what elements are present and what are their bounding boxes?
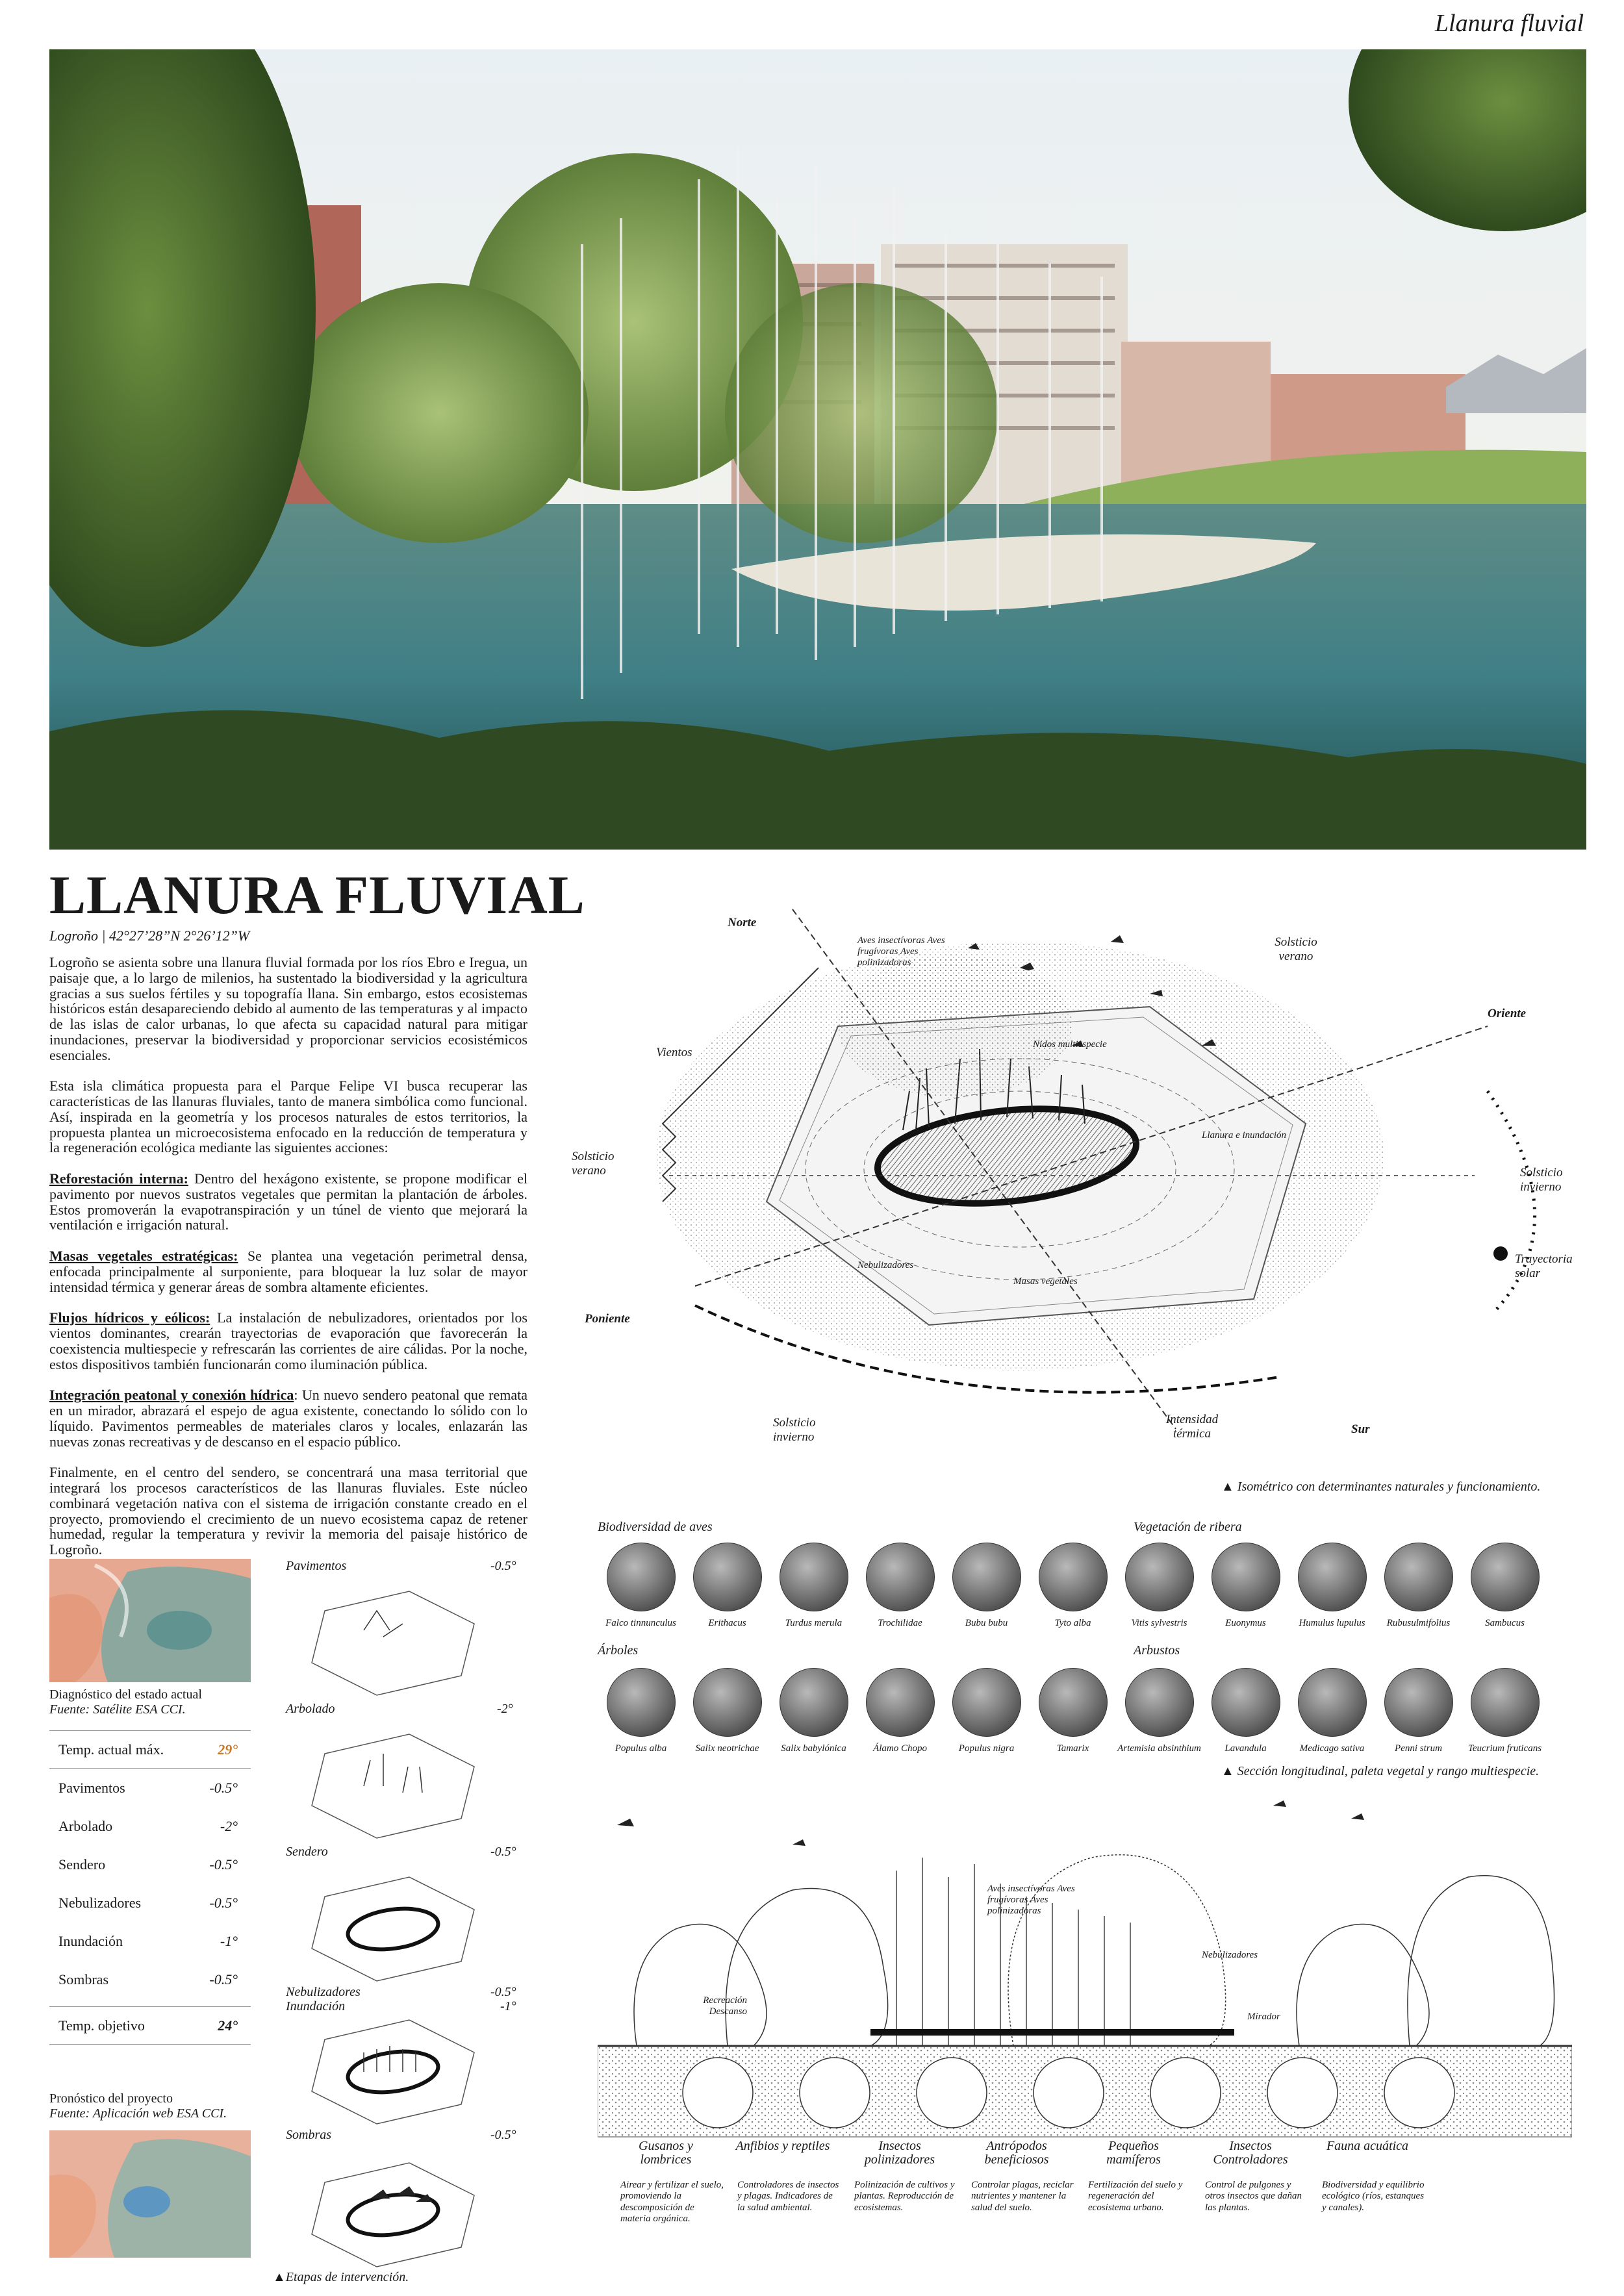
intro-body [49,955,527,1573]
intro-paragraph-6 [49,1387,527,1449]
temp-row-label: Inundación [58,1932,123,1949]
forecast-caption-line1: Pronóstico del proyecto [49,2091,173,2106]
stage-2-label: Arbolado [286,1702,335,1716]
species-label: Salix neotrichae [695,1743,759,1754]
temp-target-label: Temp. objetivo [58,2017,145,2034]
hero-render-image [49,49,1586,850]
species-photo [952,1668,1021,1737]
species-label: Álamo Chopo [873,1743,927,1754]
action-heading-integration: Integración peatonal y conexión hídrica [49,1387,294,1404]
fauna-description: Biodiversidad y equilibrio ecológico (ríos, estanques y canales). [1322,2180,1425,2213]
species-photo [1384,1668,1453,1737]
species-label: Lavandula [1224,1743,1267,1754]
species-item [1462,1668,1548,1754]
species-item [684,1668,770,1754]
stage-1-value: -0.5° [490,1559,516,1573]
stage-1-label: Pavimentos [286,1559,347,1573]
label-solsticio-verano-left: Solsticio verano [572,1150,615,1178]
species-label: Tyto alba [1054,1618,1091,1628]
species-row-2 [598,1668,1548,1754]
intro-paragraph-5 [49,1310,527,1372]
label-nebulizadores: Nebulizadores [857,1260,914,1270]
fauna-title: Pequeños mamíferos [1106,2139,1161,2167]
forecast-caption [49,2091,227,2121]
species-label: Turdus merula [785,1618,843,1628]
label-norte: Norte [728,916,757,929]
location-coordinates: Logroño | 42°27’28”N 2°26’12”W [49,927,250,944]
species-item [684,1543,770,1629]
species-label: Populus nigra [958,1743,1015,1754]
species-label: Bubu bubu [965,1618,1008,1628]
action-text-integration: : Un nuevo sendero peatonal que remata en un mirador, abrazará el espejo de agua existente, conectando lo sólido con lo líquido. Pavimentos permeables de materiales claros y locales, enlazarán las nuevas zonas recreativas y de descanso en el espacio público. [49,1387,527,1450]
temp-target-value: 24° [218,2017,238,2034]
species-photo [866,1668,935,1737]
species-item [598,1543,684,1629]
stage-2-value: -2° [497,1702,513,1716]
stage-3-label: Sendero [286,1845,328,1859]
forecast-map [49,2130,251,2258]
species-photo [1212,1543,1280,1611]
intro-paragraph-7: Finalmente, en el centro del sendero, se concentrará una masa territorial que integrará los procesos característicos de las llanuras fluviales. Este núcleo combinará vegetación nativa con el sistema de irrigación constante creado en el proyecto, promoviendo el crecimiento de un nuevo ecosistema capaz de retener humedad, regular la temperatura y revivir la memoria del paisaje histórico de Logroño. [49,1464,527,1558]
temp-row [49,1960,251,1999]
label-aves: Aves insectívoras Aves frugívoras Aves polinizadoras [857,935,945,968]
fauna-description: Controladores de insectos y plagas. Indicadores de la salud ambiental. [737,2180,839,2213]
temperature-table [49,1730,251,2045]
section-label-aves: Aves insectívoras Aves frugívoras Aves polinizadoras [987,1884,1075,1916]
label-llanura: Llanura e inundación [1202,1130,1286,1141]
temp-actual-label: Temp. actual máx. [58,1741,164,1758]
temp-row-value: -0.5° [209,1894,238,1911]
species-photo [1384,1543,1453,1611]
species-item [1289,1668,1375,1754]
species-item [1202,1543,1289,1629]
species-label: Populus alba [615,1743,667,1754]
temp-row-value: -0.5° [209,1971,238,1987]
riparian-heading: Vegetación de ribera [1134,1520,1242,1534]
species-item [770,1668,857,1754]
trees-heading: Árboles [598,1643,639,1658]
species-item [943,1668,1030,1754]
intro-paragraph-3 [49,1171,527,1233]
corner-title: Llanura fluvial [1434,10,1584,37]
fauna-title: Anfibios y reptiles [735,2139,830,2153]
fauna-description: Fertilización del suelo y regeneración del ecosistema urbano. [1088,2180,1183,2213]
fauna-description: Control de pulgones y otros insectos que dañan las plantas. [1205,2180,1302,2213]
intervention-stages [279,1552,526,2280]
species-label: Humulus lupulus [1299,1618,1365,1628]
species-item [770,1543,857,1629]
section-caption: ▲ Sección longitudinal, paleta vegetal y rango multiespecie. [1221,1764,1540,1778]
label-solsticio-invierno-right: Solsticio invierno [1520,1166,1563,1194]
forecast-caption-line2: Fuente: Aplicación web ESA CCI. [49,2106,227,2121]
intro-paragraph-2: Esta isla climática propuesta para el Parque Felipe VI busca recuperar las características de las llanuras fluviales, tanto de manera simbólica como funcional. Así, inspirada en la geometría y los procesos naturales de estos territorios, la propuesta plantea un microecosistema enfocado en la reducción de temperatura y la regeneración ecológica mediante las siguientes acciones: [49,1078,527,1156]
stage-5-value: -0.5° [490,2128,516,2142]
species-photo [607,1668,676,1737]
stage-4b-value: -1° [500,1999,516,2013]
species-photo [1039,1668,1108,1737]
temp-row-value: -1° [220,1932,238,1949]
temp-row-label: Nebulizadores [58,1894,142,1911]
temp-row [49,1807,251,1845]
action-text-reforestation: Dentro del hexágono existente, se propone modificar el pavimento por nuevos sustratos vegetales que permitan la plantación de árboles. Estos promoverán la evapotranspiración y un túnel de viento que mejorará la ventilación e irrigación natural. [49,1170,527,1233]
stage-3-value: -0.5° [490,1845,516,1859]
stages-caption-text: Etapas de intervención. [285,2270,409,2284]
isometric-caption-text: Isométrico con determinantes naturales y funcionamiento. [1237,1480,1541,1494]
isometric-diagram [565,896,1586,1481]
species-item [1030,1668,1116,1754]
section-label-nebulizadores: Nebulizadores [1202,1950,1258,1960]
species-photo [1298,1543,1367,1611]
species-label: Rubusulmifolius [1386,1618,1451,1628]
action-heading-masses: Masas vegetales estratégicas: [49,1248,238,1264]
label-nidos: Nidos multiespecie [1033,1039,1107,1050]
diagnosis-caption-line1: Diagnóstico del estado actual [49,1687,202,1702]
stage-4a-value: -0.5° [490,1985,516,1999]
label-solsticio-invierno-bottom: Solsticio invierno [773,1416,816,1444]
fauna-legend [620,2139,1579,2282]
species-item [1375,1668,1462,1754]
fauna-title: Antrópodos beneficiosos [984,2139,1049,2167]
diagnosis-caption-line2: Fuente: Satélite ESA CCI. [49,1702,186,1717]
intro-paragraph-1: Logroño se asienta sobre una llanura fluvial formada por los ríos Ebro e Iregua, un paisaje que, a lo largo de milenios, ha sustentado la biodiversidad y la agricultura gracias a sus suelos fértiles y su topografía llana. Sin embargo, estos ecosistemas históricos están desapareciendo debido al aumento de las temperaturas y al impacto de las islas de calor urbanas, lo que afecta su capacidad natural para mitigar inundaciones, preservar la biodiversidad y proporcionar servicios ecosistémicos esenciales. [49,954,527,1063]
fauna-title: Gusanos y lombrices [639,2139,693,2167]
stage-4b-label: Inundación [286,1999,346,2013]
label-intensidad: Intensidad térmica [1165,1413,1219,1441]
species-photo [693,1543,762,1611]
species-item [1289,1543,1375,1629]
temp-row-value: -0.5° [209,1856,238,1873]
species-row-1 [598,1543,1548,1629]
label-solsticio-verano-top: Solsticio verano [1275,935,1317,963]
temp-row [49,1845,251,1884]
species-item [1116,1543,1202,1629]
temp-rows [49,1769,251,1999]
species-label: Vitis sylvestris [1131,1618,1187,1628]
species-photo [607,1543,676,1611]
diagnosis-caption [49,1687,202,1717]
stage-5-label: Sombras [286,2128,332,2142]
section-label-recreacion: Recreación Descanso [703,1995,747,2017]
label-vientos: Vientos [656,1046,692,1059]
label-oriente: Oriente [1488,1007,1527,1020]
label-sur: Sur [1351,1422,1370,1436]
species-item [1030,1543,1116,1629]
species-label: Sambucus [1485,1618,1525,1628]
species-label: Euonymus [1225,1618,1266,1628]
action-text-flows: La instalación de nebulizadores, orientados por los vientos dominantes, crearán trayectorias de evaporación que favorecerán la coexistencia multiespecie y refrescarán las corrientes de aire cálidas. Por la noche, estos dispositivos también funcionarán como iluminación pública. [49,1309,527,1372]
temp-actual-value: 29° [218,1741,238,1758]
fauna-title: Insectos polinizadores [864,2139,935,2167]
action-text-masses: Se plantea una vegetación perimetral densa, enfocada principalmente al surponiente, para bloquear la luz solar de mayor intensidad térmica y generar áreas de sombra altamente eficientes. [49,1248,527,1295]
stages-caption: ▲Etapas de intervención. [273,2270,409,2284]
section-label-mirador: Mirador [1247,2012,1280,2022]
species-photo [1212,1668,1280,1737]
species-label: Tamarix [1056,1743,1089,1754]
birds-heading: Biodiversidad de aves [598,1520,713,1534]
fauna-title: Insectos Controladores [1213,2139,1288,2167]
temp-actual-row [49,1730,251,1769]
species-photo [1039,1543,1108,1611]
temp-row [49,1922,251,1960]
temp-row-label: Sendero [58,1856,106,1873]
fauna-description: Airear y fertilizar el suelo, promoviendo la descomposición de materia orgánica. [620,2180,724,2224]
label-masas: Masas vegetales [1013,1276,1078,1287]
action-heading-flows: Flujos hídricos y eólicos: [49,1309,210,1326]
species-item [857,1668,943,1754]
label-trayectoria: Trayectoria solar [1515,1252,1573,1280]
species-item [1462,1543,1548,1629]
species-photo [1471,1668,1540,1737]
species-photo [952,1543,1021,1611]
species-photo [1298,1668,1367,1737]
stage-4a-label: Nebulizadores [286,1985,361,1999]
species-photo [1125,1668,1194,1737]
species-item [1375,1543,1462,1629]
species-item [598,1668,684,1754]
species-photo [780,1668,848,1737]
species-photo [693,1668,762,1737]
action-heading-reforestation: Reforestación interna: [49,1170,188,1187]
fauna-description: Controlar plagas, reciclar nutrientes y mantener la salud del suelo. [971,2180,1074,2213]
fauna-title: Fauna acuática [1326,2139,1409,2153]
species-item [1116,1668,1202,1754]
species-label: Artemisia absinthium [1117,1743,1201,1754]
temp-target-row [49,2006,251,2045]
species-item [857,1543,943,1629]
temp-row-value: -2° [220,1817,238,1834]
species-photo [1125,1543,1194,1611]
species-item [943,1543,1030,1629]
shrubs-heading: Arbustos [1134,1643,1180,1658]
species-label: Medicago sativa [1299,1743,1365,1754]
species-label: Trochilidae [878,1618,922,1628]
intro-paragraph-4 [49,1248,527,1294]
temp-row [49,1884,251,1922]
fauna-description: Polinización de cultivos y plantas. Reproducción de ecosistemas. [854,2180,955,2213]
diagnosis-map [49,1559,251,1682]
label-poniente: Poniente [585,1312,630,1326]
temp-row-label: Sombras [58,1971,108,1987]
species-item [1202,1668,1289,1754]
temp-row-value: -0.5° [209,1779,238,1796]
species-label: Penni strum [1395,1743,1442,1754]
species-label: Salix babylónica [781,1743,846,1754]
temp-row [49,1769,251,1807]
species-label: Erithacus [708,1618,746,1628]
temp-row-label: Arbolado [58,1817,113,1834]
section-caption-text: Sección longitudinal, paleta vegetal y rango multiespecie. [1237,1764,1540,1778]
temp-row-label: Pavimentos [58,1779,125,1796]
species-label: Falco tinnunculus [605,1618,676,1628]
isometric-caption: ▲ Isométrico con determinantes naturales y funcionamiento. [1221,1480,1541,1494]
species-photo [1471,1543,1540,1611]
species-photo [780,1543,848,1611]
species-label: Teucrium fruticans [1467,1743,1542,1754]
species-photo [866,1543,935,1611]
main-title: LLANURA FLUVIAL [49,865,585,926]
